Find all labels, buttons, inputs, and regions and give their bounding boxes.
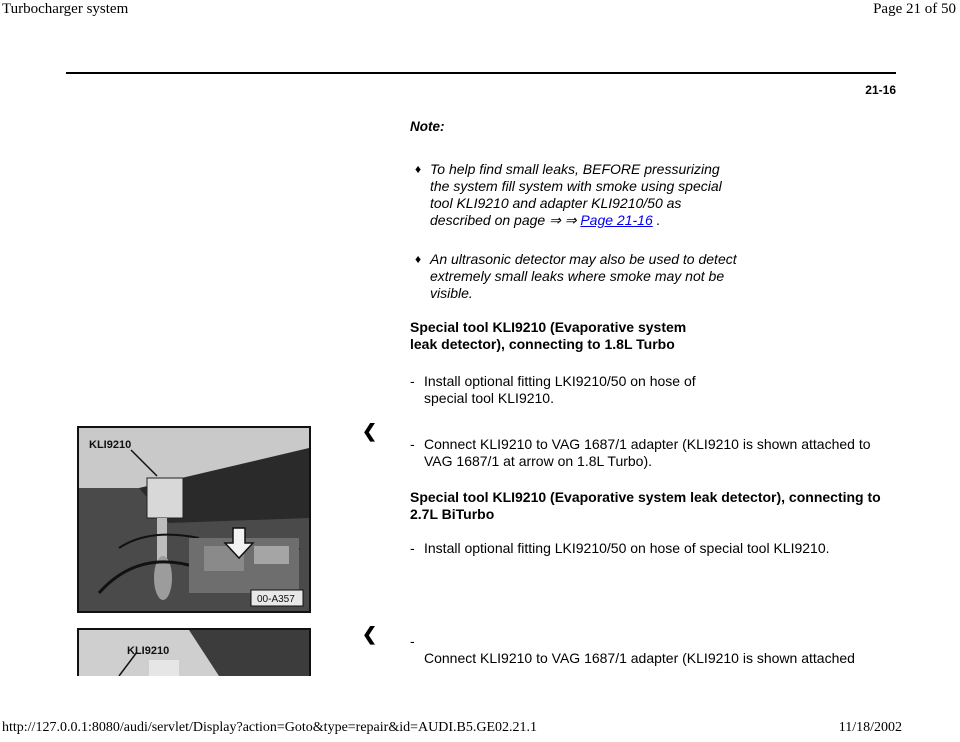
header-rule [66, 72, 896, 74]
engine-bay-photo-2 [79, 630, 309, 676]
figure-tool-label: KLI9210 [89, 439, 132, 451]
engine-bay-photo [79, 428, 309, 611]
section-heading-18l: Special tool KLI9210 (Evaporative system leak detector), connecting to 1.8L Turbo [410, 319, 687, 352]
page-number: 21-16 [865, 83, 896, 97]
step-connect-adapter-1 [410, 436, 884, 470]
bullet-text: An ultrasonic detector may also be used to detect extremely small leaks where smoke may not be visible. [430, 251, 737, 301]
step-dash: - [410, 633, 415, 649]
step-install-fitting-1 [410, 373, 724, 407]
step-dash: - [410, 540, 415, 556]
figure-tool-label: KLI9210 [127, 645, 170, 657]
step-text: Install optional fitting LKI9210/50 on hose of special tool KLI9210. [424, 540, 830, 556]
footer-date: 11/18/2002 [838, 720, 902, 735]
page-link[interactable]: Page 21-16 [580, 212, 653, 228]
arrow-left-icon: ❮ [362, 624, 378, 644]
step-dash: - [410, 373, 415, 389]
note-bullet-1 [415, 161, 740, 229]
step-text: Install optional fitting LKI9210/50 on hose of special tool KLI9210. [424, 373, 696, 406]
step-text: Connect KLI9210 to VAG 1687/1 adapter (KLI9210 is shown attached to VAG 1687/1 at arrow on 1.8L Turbo). [424, 436, 871, 469]
diamond-bullet-icon: ♦ [415, 162, 422, 176]
step-text: Connect KLI9210 to VAG 1687/1 adapter (KLI9210 is shown attached [424, 650, 855, 666]
page-indicator: Page 21 of 50 [873, 1, 956, 17]
step-dash: - [410, 436, 415, 452]
note-label: Note: [410, 119, 445, 134]
bullet-text-end: . [652, 212, 661, 228]
figure-kli9210-connection-2 [77, 628, 311, 676]
step-install-fitting-2 [410, 540, 884, 557]
arrow-left-icon: ❮ [362, 421, 378, 441]
section-heading-27l: Special tool KLI9210 (Evaporative system leak detector), connecting to 2.7L BiTurbo [410, 489, 881, 522]
diamond-bullet-icon: ♦ [415, 252, 422, 266]
note-bullet-2 [415, 251, 740, 302]
figure-code: 00-A357 [257, 594, 295, 605]
figure-kli9210-connection [77, 426, 311, 613]
footer-url[interactable]: http://127.0.0.1:8080/audi/servlet/Display?action=Goto&type=repair&id=AUDI.B5.GE02.21.1 [2, 720, 537, 735]
bullet-text: To help find small leaks, BEFORE pressurizing the system fill system with smoke using special tool KLI9210 and adapter KLI9210/50 as described on page ⇒ ⇒ [430, 161, 722, 228]
document-title: Turbocharger system [2, 1, 129, 17]
step-connect-adapter-2 [410, 633, 890, 667]
